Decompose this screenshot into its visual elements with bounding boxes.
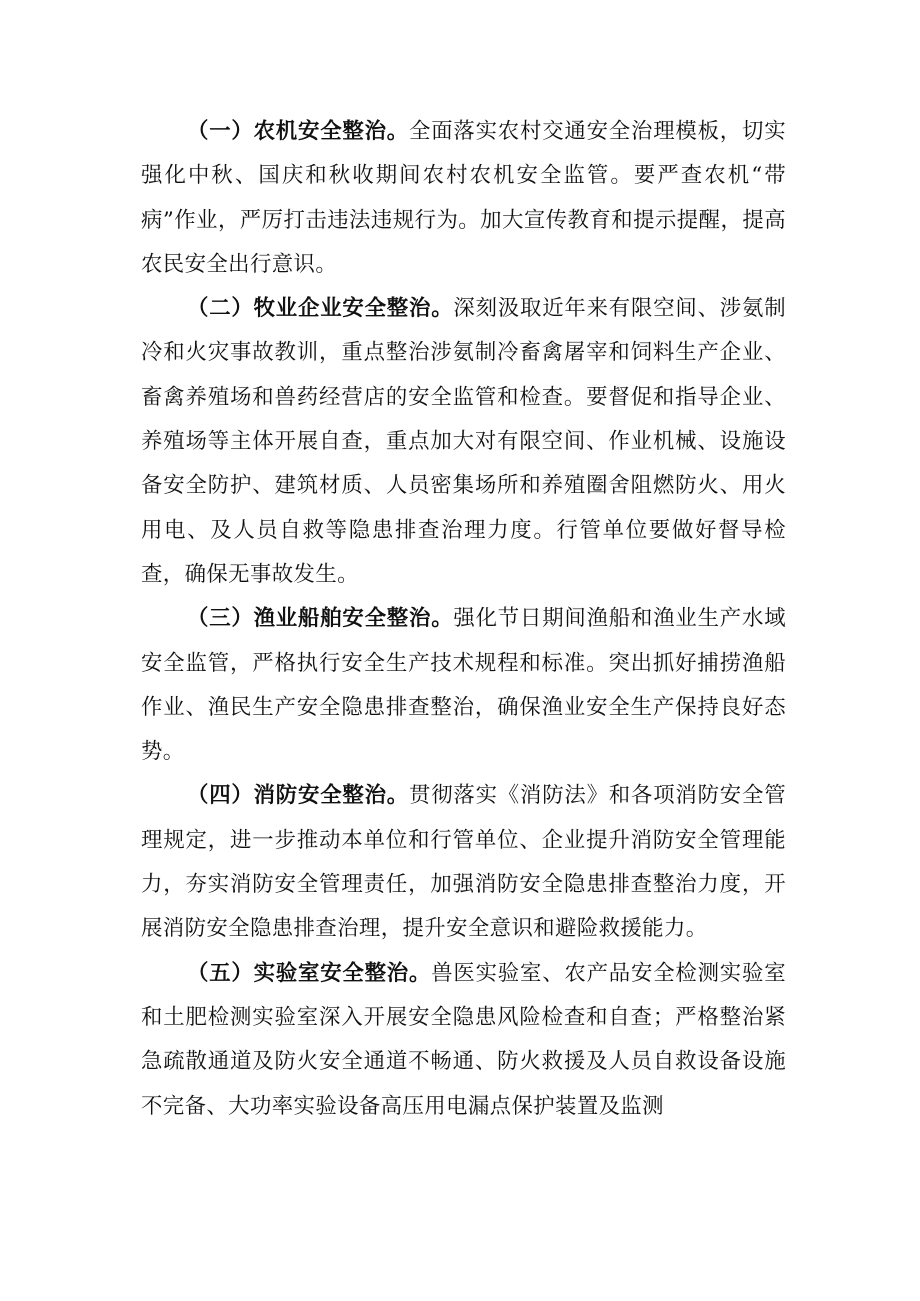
section-heading: （二）牧业企业安全整治。: [187, 296, 454, 322]
section-body: 兽医实验室、农产品安全检测实验室和土肥检测实验室深入开展安全隐患风险检查和自查；严格整治紧急疏散通道及防火安全通道不畅通、防火救援及人员自救设备设施不完备、大功率实验设备高压用电漏点保护装置及监测: [141, 960, 786, 1119]
section-body: 全面落实农村交通安全治理模板，切实强化中秋、国庆和秋收期间农村农机安全监管。要严查农机“带病”作业，严厉打击违法违规行为。加大宣传教育和提示提醒，提高农民安全出行意识。: [141, 119, 786, 277]
paragraph-laboratory: [141, 952, 786, 1129]
paragraph-fishery-vessel: [141, 597, 786, 774]
section-body: 深刻汲取近年来有限空间、涉氨制冷和火灾事故教训，重点整治涉氨制冷畜禽屠宰和饲料生产企业、畜禽养殖场和兽药经营店的安全监管和检查。要督促和指导企业、养殖场等主体开展自查，重点加大对有限空间、作业机械、设施设备安全防护、建筑材质、人员密集场所和养殖圈舍阻燃防火、用火用电、及人员自救等隐患排查治理力度。行管单位要做好督导检查，确保无事故发生。: [141, 296, 786, 587]
section-heading: （四）消防安全整治。: [187, 783, 409, 809]
paragraph-fire-safety: [141, 774, 786, 951]
section-body: 强化节日期间渔船和渔业生产水域安全监管，严格执行安全生产技术规程和标准。突出抓好捕捞渔船作业、渔民生产安全隐患排查整治，确保渔业安全生产保持良好态势。: [141, 606, 786, 765]
section-heading: （五）实验室安全整治。: [187, 960, 432, 986]
section-body: 贯彻落实《消防法》和各项消防安全管理规定，进一步推动本单位和行管单位、企业提升消防安全管理能力，夯实消防安全管理责任，加强消防安全隐患排查整治力度，开展消防安全隐患排查治理，提升安全意识和避险救援能力。: [141, 783, 786, 942]
section-heading: （三）渔业船舶安全整治。: [187, 606, 454, 632]
paragraph-livestock-enterprise: [141, 287, 786, 597]
document-page: [141, 110, 786, 1129]
section-heading: （一）农机安全整治。: [187, 119, 409, 144]
paragraph-agri-machinery: [141, 110, 786, 287]
